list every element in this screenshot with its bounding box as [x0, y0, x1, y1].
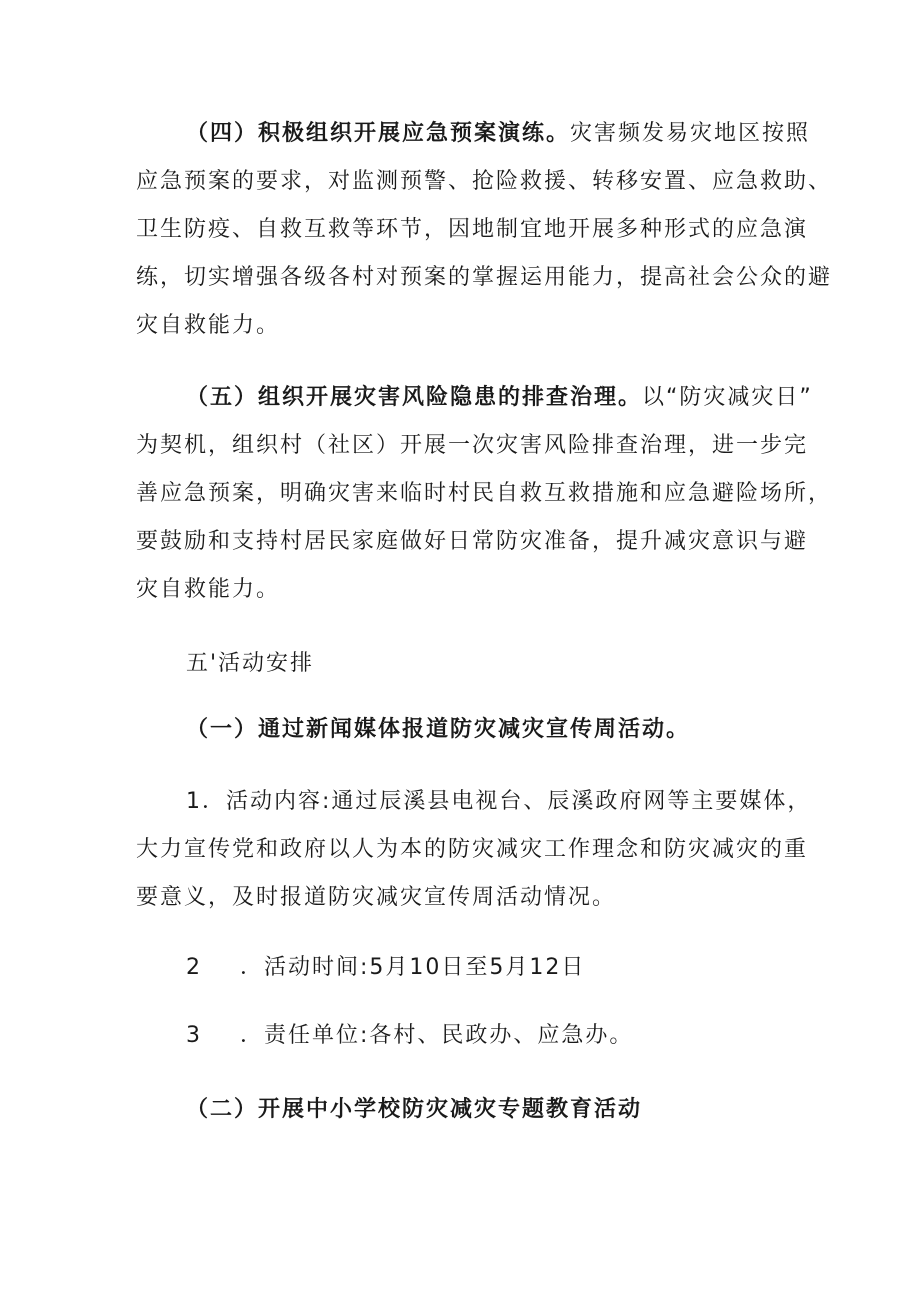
text-line: 大力宣传党和政府以人为本的防灾减灾工作理念和防灾减灾的重 [136, 837, 809, 862]
item-number: 2 [186, 955, 202, 980]
text-line: 要鼓励和支持村居民家庭做好日常防灾准备，提升减灾意识与避 [136, 529, 809, 554]
item-text: ．活动时间:5月10日至5月12日 [240, 955, 586, 980]
text-line: 为契机，组织村（社区）开展一次灾害风险排查治理，进一步完 [136, 433, 809, 458]
paragraph-heading: （五）组织开展灾害风险隐患的排查治理。 [186, 385, 643, 410]
text-span: 灾害频发易灾地区按照 [570, 121, 811, 146]
text-line: 1．活动内容:通过辰溪县电视台、辰溪政府网等主要媒体， [186, 789, 812, 814]
subsection-title: （二）开展中小学校防灾减灾专题教育活动 [186, 1097, 643, 1122]
text-line: 卫生防疫、自救互救等环节，因地制宜地开展多种形式的应急演 [136, 217, 809, 242]
list-item [186, 944, 585, 992]
text-line: 灾自救能力。 [136, 313, 281, 338]
paragraph-activity-content [136, 778, 812, 922]
paragraph-risk-check [136, 374, 833, 614]
text-line: 要意义，及时报道防灾减灾宣传周活动情况。 [136, 885, 617, 910]
paragraph-heading: （四）积极组织开展应急预案演练。 [186, 121, 571, 146]
text-line: 善应急预案，明确灾害来临时村民自救互救措施和应急避险场所， [136, 481, 833, 506]
text-span: 以“防灾减灾日” [642, 385, 813, 410]
item-text: ．责任单位:各村、民政办、应急办。 [240, 1023, 634, 1048]
text-line [136, 110, 811, 158]
section-title: 五'活动安排 [186, 651, 315, 676]
list-item [186, 1012, 633, 1060]
text-line: 练，切实增强各级各村对预案的掌握运用能力，提高社会公众的避 [136, 265, 833, 290]
text-line: 应急预案的要求，对监测预警、抢险救援、转移安置、应急救助、 [136, 169, 833, 194]
paragraph-drill [136, 110, 833, 350]
item-number: 3 [186, 1023, 202, 1048]
text-line [136, 374, 813, 422]
subsection-title: （一）通过新闻媒体报道防灾减灾宣传周活动。 [186, 717, 691, 742]
text-line: 灾自救能力。 [136, 577, 281, 602]
